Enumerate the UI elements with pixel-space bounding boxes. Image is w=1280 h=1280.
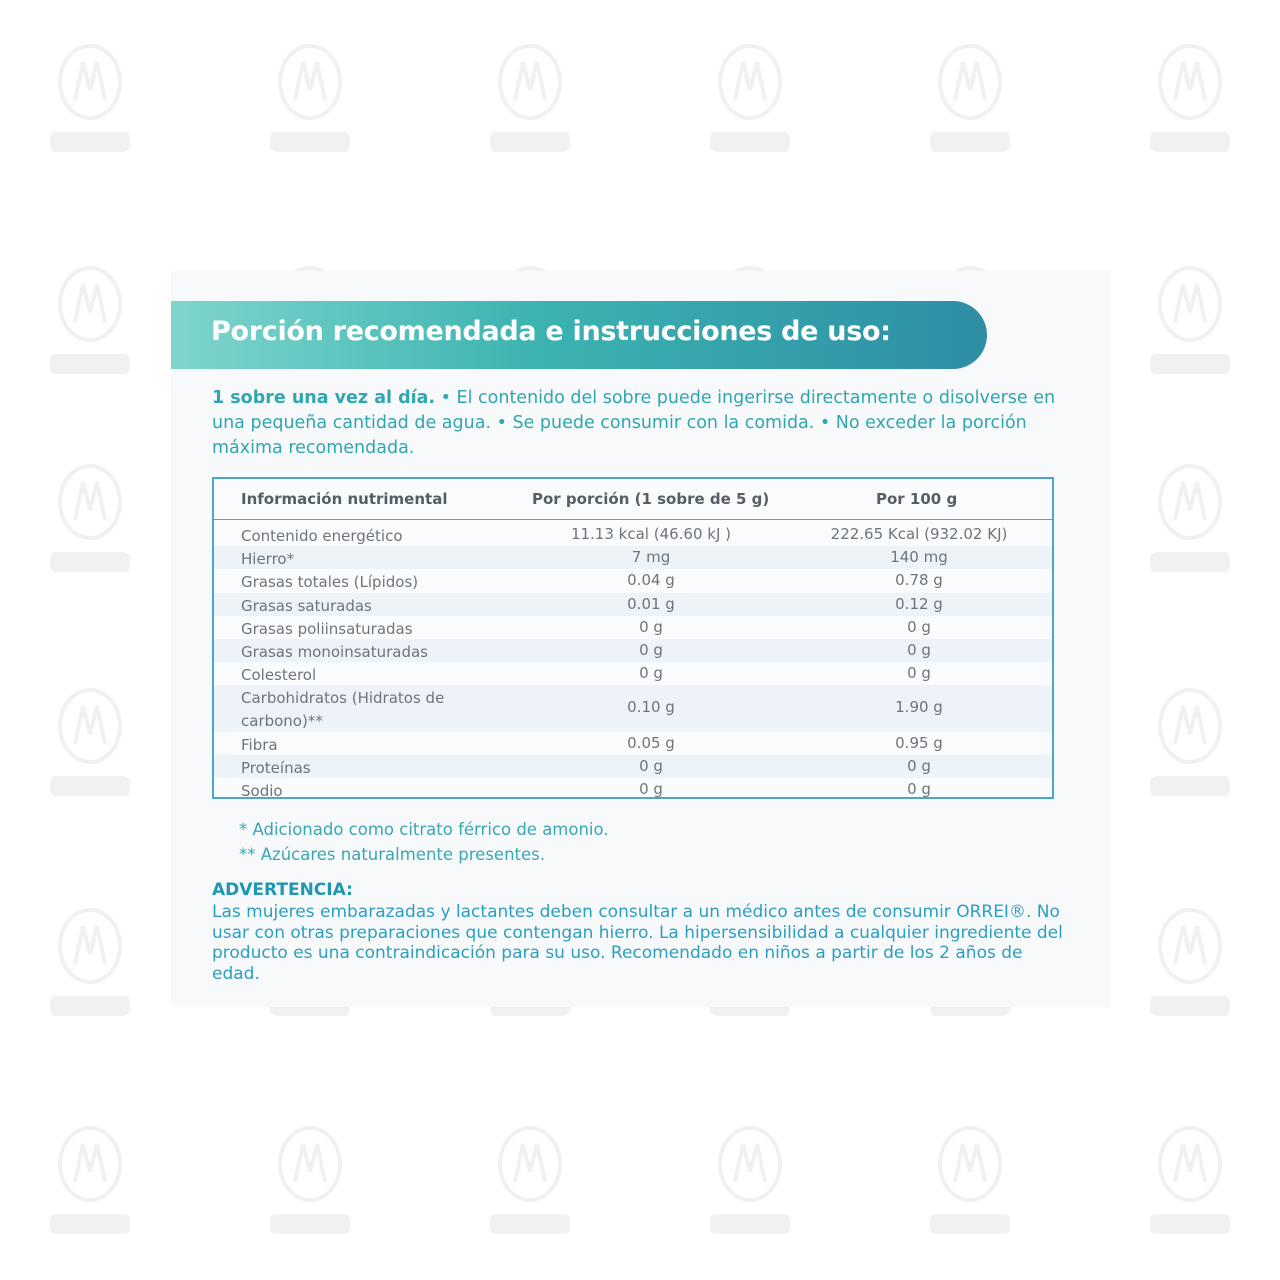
per-serving-value: 0.05 g xyxy=(627,733,675,752)
per-serving-value: 0 g xyxy=(639,617,663,636)
per-serving-value: 0 g xyxy=(639,640,663,659)
store-logo-watermark-icon xyxy=(705,1122,795,1242)
store-logo-watermark-icon xyxy=(1145,40,1235,160)
nutrition-row xyxy=(214,778,1052,801)
nutrition-row xyxy=(214,639,1052,662)
header-per-100g: Por 100 g xyxy=(876,490,958,508)
nutrition-table xyxy=(212,477,1054,799)
per-100g-value: 0 g xyxy=(907,756,931,775)
store-logo-watermark-icon xyxy=(485,40,575,160)
store-logo-watermark-icon xyxy=(925,1122,1015,1242)
warning-text: Las mujeres embarazadas y lactantes deben consultar a un médico antes de consumir ORREI®. No usar con otras preparaciones que contengan hierro. La hipersensibilidad a cualquier ingrediente del producto es una contraindicación para su uso. Recomendado en niños a partir de los 2 años de edad. xyxy=(212,902,1063,984)
per-serving-value: 11.13 kcal (46.60 kJ ) xyxy=(570,525,732,543)
per-100g-value: 0.12 g xyxy=(895,594,943,613)
per-100g-value: 222.65 Kcal (932.02 KJ) xyxy=(830,525,1008,543)
store-logo-watermark-icon xyxy=(265,1122,355,1242)
header-per-serving: Por porción (1 sobre de 5 g) xyxy=(532,490,770,508)
nutrition-row xyxy=(214,523,1052,546)
per-100g-value: 0 g xyxy=(907,780,931,799)
footnote-iron: * Adicionado como citrato férrico de amonio. xyxy=(239,820,609,839)
per-100g-value: 0.95 g xyxy=(895,733,943,752)
nutrient-name: Grasas monoinsaturadas xyxy=(241,642,429,661)
store-logo-watermark-icon xyxy=(925,40,1015,160)
store-logo-watermark-icon xyxy=(45,1122,135,1242)
store-logo-watermark-icon xyxy=(1145,684,1235,804)
header-nutrition-info: Información nutrimental xyxy=(241,490,448,508)
per-serving-value: 0.10 g xyxy=(627,698,675,717)
product-info-card xyxy=(171,271,1110,1007)
per-serving-value: 0 g xyxy=(639,780,663,799)
store-logo-watermark-icon xyxy=(45,262,135,382)
store-logo-watermark-icon xyxy=(705,40,795,160)
per-100g-value: 0 g xyxy=(907,640,931,659)
nutrient-name: Contenido energético xyxy=(241,527,403,545)
nutrient-name: Colesterol xyxy=(241,666,317,685)
instructions-lead: 1 sobre una vez al día. xyxy=(212,388,436,408)
nutrition-rows xyxy=(214,523,1052,801)
nutrient-name: Hierro* xyxy=(241,550,295,569)
store-logo-watermark-icon xyxy=(1145,1122,1235,1242)
per-100g-value: 0.78 g xyxy=(895,571,943,590)
store-logo-watermark-icon xyxy=(485,1122,575,1242)
per-100g-value: 1.90 g xyxy=(895,698,943,717)
instructions-text: • El contenido del sobre puede ingerirse directamente o disolverse en una pequeña cantidad de agua. • Se puede consumir con la comida. • No exceder la porción máxima recomendada. xyxy=(212,388,1056,458)
nutrient-name: Grasas totales (Lípidos) xyxy=(241,573,419,592)
usage-instructions xyxy=(212,386,1072,461)
nutrition-row xyxy=(214,732,1052,755)
nutrition-row xyxy=(214,546,1052,569)
per-100g-value: 0 g xyxy=(907,664,931,683)
store-logo-watermark-icon xyxy=(1145,904,1235,1024)
nutrient-name: Fibra xyxy=(241,735,278,754)
per-serving-value: 0 g xyxy=(639,756,663,775)
warning-title: ADVERTENCIA: xyxy=(212,880,353,900)
store-logo-watermark-icon xyxy=(45,904,135,1024)
per-serving-value: 0.04 g xyxy=(627,571,675,590)
nutrition-row xyxy=(214,755,1052,778)
nutrition-row xyxy=(214,593,1052,616)
per-100g-value: 0 g xyxy=(907,617,931,636)
usage-banner xyxy=(171,301,987,369)
store-logo-watermark-icon xyxy=(45,460,135,580)
nutrition-row xyxy=(214,662,1052,685)
store-logo-watermark-icon xyxy=(45,40,135,160)
footnote-sugars: ** Azúcares naturalmente presentes. xyxy=(239,845,545,864)
store-logo-watermark-icon xyxy=(1145,262,1235,382)
store-logo-watermark-icon xyxy=(265,40,355,160)
store-logo-watermark-icon xyxy=(1145,460,1235,580)
nutrient-name: Carbohidratos (Hidratos de carbono)** xyxy=(241,689,445,731)
per-serving-value: 0 g xyxy=(639,664,663,683)
nutrient-name: Proteínas xyxy=(241,758,311,777)
nutrition-table-header xyxy=(214,479,1052,520)
nutrient-name: Grasas saturadas xyxy=(241,596,372,615)
store-logo-watermark-icon xyxy=(45,684,135,804)
per-serving-value: 0.01 g xyxy=(627,594,675,613)
per-serving-value: 7 mg xyxy=(631,548,671,567)
footnotes xyxy=(239,817,609,867)
nutrient-name: Sodio xyxy=(241,782,283,801)
nutrition-row xyxy=(214,616,1052,639)
nutrition-row xyxy=(214,569,1052,592)
nutrient-name: Grasas poliinsaturadas xyxy=(241,619,413,638)
banner-title: Porción recomendada e instrucciones de uso: xyxy=(211,316,891,347)
nutrition-row xyxy=(214,685,1052,731)
per-100g-value: 140 mg xyxy=(890,548,948,567)
